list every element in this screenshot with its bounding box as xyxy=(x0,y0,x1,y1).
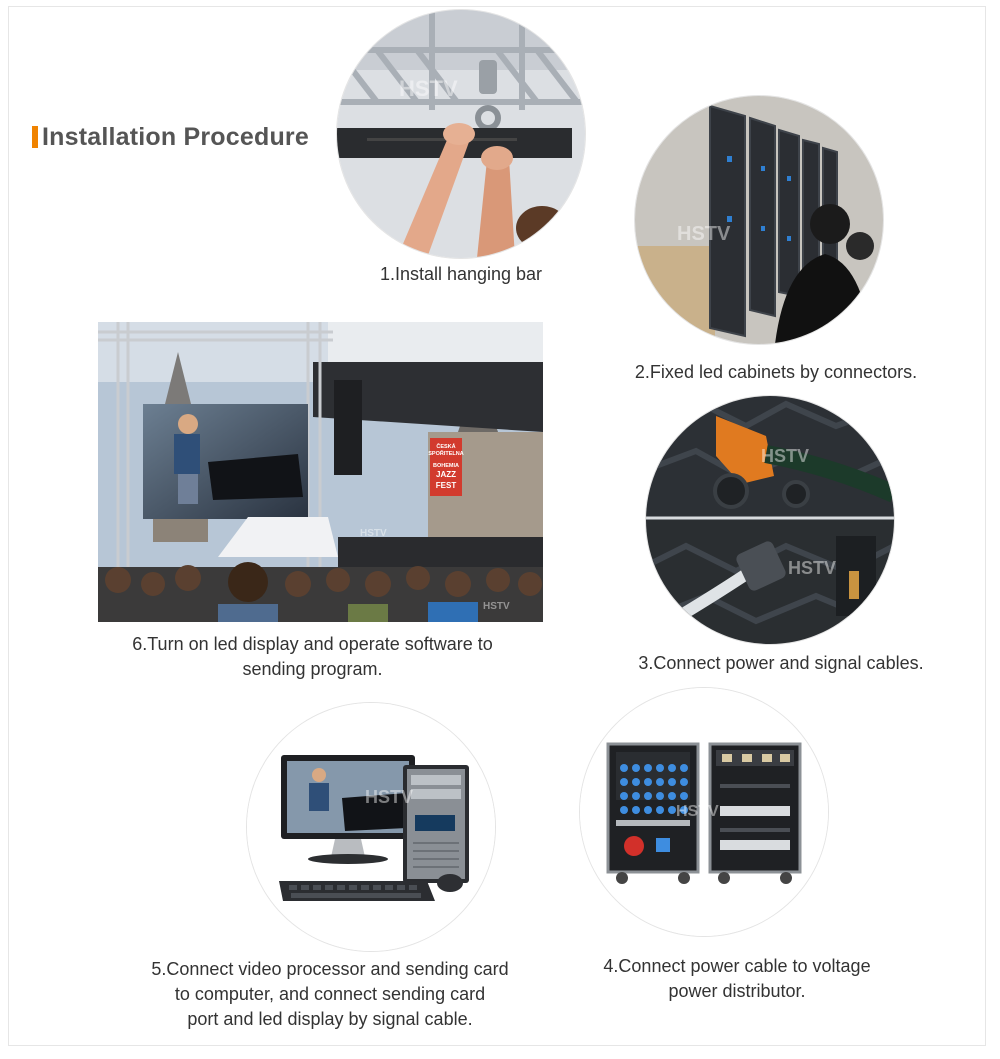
banner-line: SPOŘITELNA xyxy=(428,451,464,457)
caption-line: 5.Connect video processor and sending card xyxy=(151,959,509,979)
caption-line: 4.Connect power cable to voltage xyxy=(603,956,871,976)
section-heading xyxy=(32,122,309,152)
svg-text:HSTV: HSTV xyxy=(365,787,414,807)
banner-line: ČESKÁ xyxy=(436,444,456,450)
step6-concert-photo xyxy=(98,322,543,622)
step3-caption xyxy=(604,651,958,676)
step5-computer-photo xyxy=(247,703,495,951)
page-title: Installation Procedure xyxy=(42,122,309,151)
svg-text:HSTV: HSTV xyxy=(676,803,719,820)
caption-line: 6.Turn on led display and operate software to xyxy=(132,634,493,654)
step2-led-cabinets-photo xyxy=(635,96,883,344)
caption-line: 3.Connect power and signal cables. xyxy=(638,653,924,673)
svg-text:HSTV: HSTV xyxy=(788,558,837,578)
step4-caption xyxy=(570,954,904,1004)
heading-accent-bar xyxy=(32,126,38,148)
banner-line: FEST xyxy=(435,481,457,490)
step4-power-distributor-photo xyxy=(580,688,828,936)
caption-line: 2.Fixed led cabinets by connectors. xyxy=(634,362,918,382)
caption-line: power distributor. xyxy=(668,981,806,1001)
caption-line: to computer, and connect sending card xyxy=(174,984,486,1004)
step2-caption xyxy=(604,360,948,385)
svg-text:HSTV: HSTV xyxy=(360,528,387,539)
caption-line: sending program. xyxy=(242,659,383,679)
svg-text:HSTV: HSTV xyxy=(399,76,458,101)
step6-caption xyxy=(100,632,525,682)
svg-text:HSTV: HSTV xyxy=(677,223,731,245)
step1-hanging-bar-photo xyxy=(337,10,585,258)
caption-line: port and led display by signal cable. xyxy=(187,1009,473,1029)
step1-caption xyxy=(340,262,582,287)
caption-line: 1.Install hanging bar xyxy=(379,264,543,284)
step5-caption xyxy=(100,957,560,1032)
step3-cables-photo xyxy=(646,396,894,644)
banner-line: BOHEMIA xyxy=(433,463,459,469)
svg-text:HSTV: HSTV xyxy=(761,446,810,466)
banner-line: JAZZ xyxy=(436,470,456,479)
svg-text:HSTV: HSTV xyxy=(483,601,510,612)
